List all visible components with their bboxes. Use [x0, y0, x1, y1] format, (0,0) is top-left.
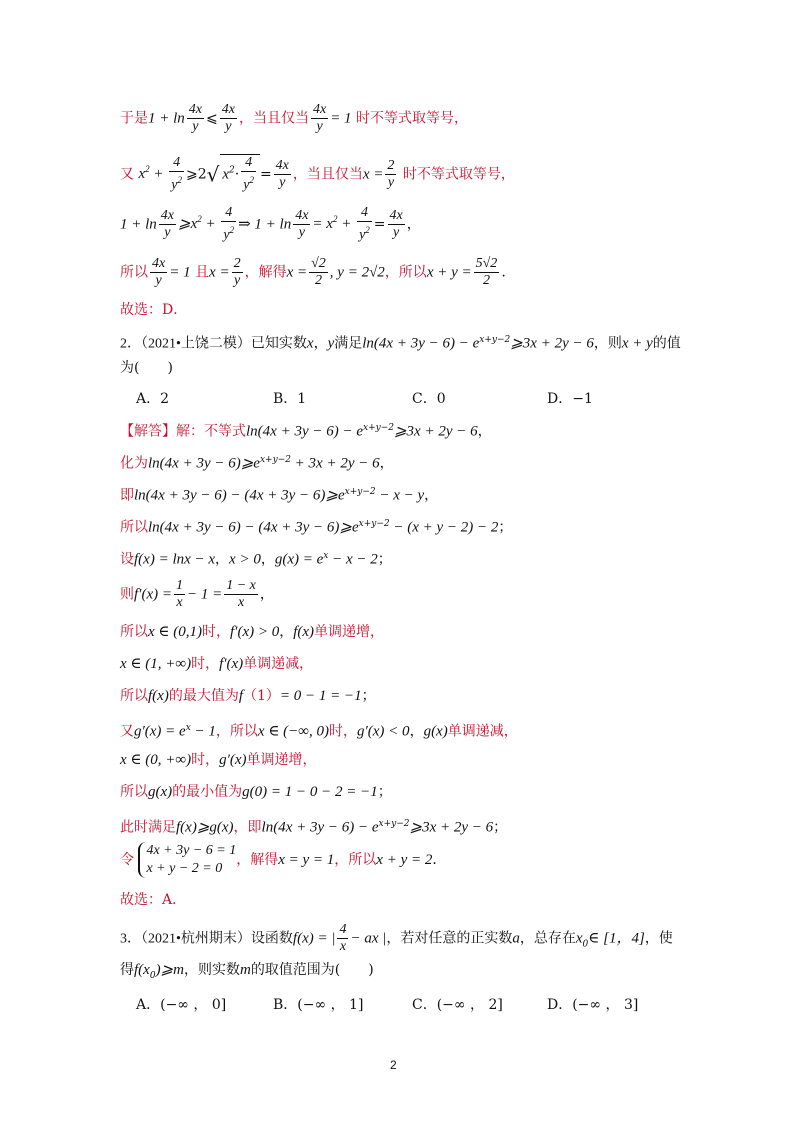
math: x ∈ (1, +∞): [120, 656, 192, 672]
text: 时，: [191, 656, 220, 672]
text: ，解得: [244, 264, 287, 281]
fraction: [474, 256, 500, 289]
text: 所以: [120, 624, 148, 640]
solution-step-13: [120, 814, 507, 838]
fraction: [169, 155, 184, 194]
text: ，若对任意的正实数: [386, 930, 513, 947]
text: 所以: [120, 784, 148, 800]
radical-sign: √: [206, 162, 220, 187]
text: 设: [120, 551, 134, 568]
text: ，: [313, 335, 328, 352]
text: ；: [377, 784, 392, 800]
numerator: 1 − x: [226, 578, 256, 593]
math: ln(4x + 3y − 6) − e: [362, 335, 480, 352]
question-number: 3．（2021•杭州期末）设函数: [120, 931, 293, 947]
math: x =: [209, 264, 230, 281]
text: 又: [120, 166, 134, 183]
text: 且: [195, 264, 210, 281]
math: =: [373, 216, 386, 233]
math: f(x)⩾g(x): [176, 819, 234, 836]
denominator: y: [279, 174, 286, 190]
math: x = y = 1: [278, 852, 335, 868]
text: （1）: [243, 688, 280, 704]
text: 的最小值为: [172, 784, 243, 800]
math: ⩾3x + 2y − 6: [510, 335, 594, 352]
math: ⇒ 1 + ln: [238, 216, 292, 233]
text: ，当且仅当: [238, 110, 309, 127]
solution-step-9: [120, 686, 376, 706]
solution-step-6: [120, 578, 274, 611]
math: x ∈ (0,1): [148, 624, 203, 640]
text: ，: [424, 487, 439, 504]
equation: 4x + 3y − 6 = 1: [146, 843, 237, 858]
exponent: 2: [249, 175, 254, 185]
exponent: x+y−2: [378, 819, 410, 829]
math: ∈ [1，4]: [588, 930, 645, 947]
math: 1 + ln: [120, 216, 157, 233]
text: ，解得: [236, 852, 279, 868]
text: ，则实数: [183, 962, 240, 978]
radicand: [220, 154, 260, 194]
text: ，: [477, 423, 492, 440]
option-b[interactable]: B．(−∞ ， 1]: [273, 997, 364, 1013]
math: − 1: [190, 723, 216, 740]
var: x: [306, 335, 314, 352]
numerator: 4x: [312, 102, 327, 117]
var: y: [171, 177, 178, 193]
numerator: 4x: [389, 207, 403, 223]
text: ，: [409, 723, 424, 740]
fraction: [224, 578, 258, 611]
math: g′(x) = e: [134, 723, 186, 740]
math: ⩾3x + 2y − 6: [393, 423, 478, 440]
denominator: x: [237, 595, 245, 610]
var: y: [223, 227, 230, 243]
denominator: x: [176, 595, 183, 610]
text: 令: [120, 852, 134, 868]
numerator: 4x: [152, 256, 166, 271]
text: ，: [215, 551, 230, 568]
numerator: 2: [387, 157, 395, 173]
text: 时不等式取等号，: [402, 166, 515, 183]
text: 单调递减，: [447, 723, 518, 740]
math: − ax |: [350, 930, 387, 947]
math: f(x) = |: [292, 930, 336, 947]
math: ln(4x + 3y − 6) − (4x + 3y − 6)⩾e: [134, 487, 345, 504]
answer-choice-line-2: 故选：A．: [120, 892, 187, 908]
var: x: [575, 930, 583, 947]
math: x ∈ (0, +∞): [120, 752, 192, 768]
math: ln(4x + 3y − 6) − e: [261, 819, 379, 836]
math: f(x): [148, 688, 169, 704]
text: 此时满足: [120, 819, 176, 836]
math: x + y =: [426, 264, 472, 281]
exponent: x: [323, 551, 329, 561]
text: 时不等式取等号，: [356, 110, 469, 127]
math: − x − 2: [328, 551, 378, 568]
text: ，所以: [334, 852, 377, 868]
math: [138, 166, 167, 182]
numerator: 4: [169, 155, 184, 172]
numerator: 5√2: [475, 256, 498, 271]
text: 所以: [120, 264, 148, 281]
math: − (x + y − 2) − 2: [389, 519, 499, 536]
text: 单调递增，: [246, 752, 317, 768]
op: ·: [234, 166, 240, 183]
denominator: [241, 172, 256, 194]
text: ；: [498, 519, 513, 536]
fraction: [221, 205, 236, 244]
question-3-stem-cont: [120, 960, 374, 986]
solution-step-12: [120, 782, 392, 802]
math: )⩾m: [155, 962, 184, 978]
text: 所以: [120, 519, 148, 536]
text: 化为: [120, 455, 148, 472]
numerator: 2: [233, 256, 241, 271]
math: x =: [286, 264, 308, 281]
solution-step-11: [120, 750, 317, 770]
op: +: [337, 216, 356, 233]
math: , y = 2√2: [329, 264, 385, 281]
numerator: √2: [311, 256, 326, 271]
math: − 1 =: [186, 586, 223, 603]
text: 的值: [652, 335, 681, 352]
text: 又: [120, 723, 134, 740]
math: x ∈ (−∞, 0): [257, 723, 329, 740]
text: 时，: [191, 752, 220, 768]
exponent: 2: [197, 214, 202, 225]
numerator: 4: [339, 922, 347, 937]
text: ，使: [644, 930, 673, 947]
text: 的取值范围为( ): [250, 962, 374, 978]
var: m: [239, 962, 251, 978]
var: a: [512, 930, 520, 947]
math: x + y: [621, 335, 653, 352]
math: f′(x) > 0: [230, 624, 280, 640]
exponent: x+y−2: [358, 519, 390, 529]
numerator: 4x: [221, 102, 235, 117]
exponent: x+y−2: [479, 335, 511, 345]
var: y: [327, 335, 335, 352]
solution-step-4: [120, 514, 512, 538]
text: 满足: [334, 335, 363, 352]
solution-step-1: [120, 418, 492, 442]
var: x: [138, 166, 146, 183]
solution-step-14: [120, 842, 446, 878]
subscript: 0: [149, 970, 156, 981]
denominator: [221, 222, 236, 244]
expr: = x: [312, 216, 333, 233]
solution-line-3: [120, 205, 421, 244]
math: f′(x) =: [134, 586, 172, 603]
fraction: [150, 256, 167, 289]
text: 单调递增，: [314, 624, 385, 640]
math: ln(4x + 3y − 6) − (4x + 3y − 6)⩾e: [148, 519, 359, 536]
page-number: 2: [390, 1058, 397, 1072]
denominator: y: [393, 224, 400, 240]
math: x + y = 2: [376, 852, 433, 868]
answer-choice-line: 故选：D．: [120, 302, 188, 318]
math: g′(x): [219, 752, 247, 768]
math: ⩾2: [185, 166, 207, 183]
denominator: y: [225, 119, 232, 134]
expr: ⩾x: [178, 216, 198, 233]
text: 即: [120, 487, 134, 504]
text: ，: [379, 455, 394, 472]
option-c[interactable]: C．(−∞ ， 2]: [412, 997, 503, 1013]
var: y: [359, 227, 366, 243]
denominator: y: [387, 174, 395, 190]
math: g(x): [423, 723, 448, 740]
math: x =: [362, 166, 384, 183]
fraction: [241, 155, 256, 194]
math: = 1: [169, 264, 191, 281]
fraction: [309, 256, 328, 289]
equation-system: [138, 842, 236, 878]
text: 所以: [120, 688, 148, 704]
math: f(x) = lnx − x: [134, 551, 216, 568]
exponent: 2: [145, 164, 150, 175]
op: +: [201, 216, 220, 233]
text: ；: [361, 688, 376, 704]
text: ，当且仅当: [292, 166, 363, 183]
text: 则: [120, 586, 134, 603]
option-a[interactable]: A．2: [136, 391, 170, 407]
math: g′(x) < 0: [357, 723, 410, 740]
text: 于是: [120, 110, 148, 127]
exponent: x+y−2: [344, 487, 376, 497]
solution-line-1: [120, 102, 468, 135]
math: f(x): [293, 624, 315, 640]
fraction: [159, 208, 176, 241]
fraction: [311, 102, 328, 135]
solution-step-8: [120, 654, 313, 674]
numerator: 4x: [160, 207, 175, 223]
text: 单调递减，: [243, 656, 314, 672]
text: .: [501, 264, 506, 281]
question-2-stem: [120, 330, 681, 355]
text: ，即: [233, 819, 262, 836]
solution-step-2: [120, 450, 394, 474]
denominator: y: [233, 273, 241, 288]
numerator: 4: [221, 205, 236, 222]
solution-line-4: [120, 256, 506, 289]
text: 时，: [202, 624, 231, 640]
denominator: y: [164, 224, 171, 240]
math: f: [238, 688, 243, 704]
option-d[interactable]: D．(−∞ ， 3]: [547, 997, 639, 1013]
text: ，: [279, 624, 294, 640]
math: f′(x): [219, 656, 244, 672]
solution-step-10: [120, 718, 518, 742]
text: ，所以: [384, 264, 427, 281]
math: ⩽: [206, 110, 218, 127]
text: 时，: [329, 723, 357, 740]
fraction: [232, 256, 243, 289]
question-number: 2．（2021•上饶二模）已知实数: [120, 336, 307, 352]
solution-line-2: [120, 154, 515, 194]
fraction: [274, 158, 291, 191]
question-3-stem: [120, 922, 673, 955]
denominator: y: [316, 119, 323, 134]
solution-step-7: [120, 622, 384, 642]
var: y: [243, 177, 250, 193]
fraction: [187, 102, 204, 135]
exponent: x: [185, 723, 191, 733]
denominator: [357, 222, 372, 244]
numerator: 4x: [295, 207, 309, 223]
math: ln(4x + 3y − 6)⩾e: [148, 455, 260, 472]
math: g(x): [148, 784, 173, 800]
exponent: 2: [229, 225, 235, 235]
math: x > 0: [229, 551, 261, 568]
denominator: [169, 172, 184, 194]
numerator: 1: [175, 578, 183, 593]
var: x: [222, 166, 230, 183]
denominator: y: [192, 119, 199, 134]
text: ，所以: [215, 723, 258, 740]
numerator: 4x: [188, 102, 203, 117]
solution-step-3: [120, 482, 438, 506]
math: f(x: [134, 962, 150, 978]
subscript: 0: [582, 939, 589, 950]
math: ⩾3x + 2y − 6: [409, 819, 494, 836]
text: 的最大值为: [168, 688, 239, 704]
op: +: [149, 166, 168, 183]
exponent: x+y−2: [363, 423, 394, 433]
exponent: 2: [365, 225, 370, 235]
option-c[interactable]: C．0: [412, 391, 446, 407]
option-d[interactable]: D．−1: [547, 391, 593, 407]
text: ．: [432, 852, 447, 868]
fraction: [357, 205, 372, 244]
math: g(0) = 1 − 0 − 2 = −1: [242, 784, 378, 800]
math: = 1: [330, 110, 352, 127]
math: ln(4x + 3y − 6) − e: [246, 423, 363, 440]
denominator: y: [155, 273, 162, 288]
exponent: 2: [229, 165, 235, 176]
fraction: [174, 578, 185, 611]
text: ，: [260, 551, 275, 568]
exponent: 2: [177, 175, 182, 185]
math: − x − y: [375, 487, 425, 504]
math: [178, 216, 219, 232]
text: ，则: [593, 335, 622, 352]
numerator: 4x: [275, 157, 289, 173]
denominator: 2: [482, 273, 490, 288]
fraction: [385, 158, 396, 191]
text: ；: [377, 551, 392, 568]
math: g(x) = e: [274, 551, 324, 568]
fraction: [388, 208, 405, 241]
option-a[interactable]: A．(−∞ ， 0]: [136, 997, 227, 1013]
numerator: 4: [241, 155, 256, 172]
math: 1 + ln: [148, 110, 185, 127]
math: = 0 − 1 = −1: [279, 688, 362, 704]
numerator: 4: [357, 205, 372, 222]
denominator: y: [298, 224, 305, 240]
text: 得: [120, 962, 134, 978]
fraction: [220, 102, 237, 135]
math: =: [259, 166, 272, 183]
exponent: x+y−2: [259, 455, 291, 465]
text: ，总存在: [519, 930, 576, 947]
denominator: x: [339, 939, 347, 954]
question-2-stem-cont: 为( ): [120, 360, 173, 376]
fraction: [337, 922, 348, 955]
option-b[interactable]: B．1: [273, 391, 307, 407]
fraction: [293, 208, 310, 241]
denominator: 2: [314, 273, 322, 288]
text: ；: [493, 819, 508, 836]
text: ，: [259, 586, 274, 603]
text: 【解答】解：不等式: [120, 423, 246, 440]
math: + 3x + 2y − 6: [290, 455, 380, 472]
equation: x + y − 2 = 0: [146, 861, 223, 876]
math: [312, 216, 355, 232]
exponent: 2: [332, 214, 338, 225]
solution-step-5: [120, 546, 392, 570]
text: ，: [406, 216, 421, 233]
